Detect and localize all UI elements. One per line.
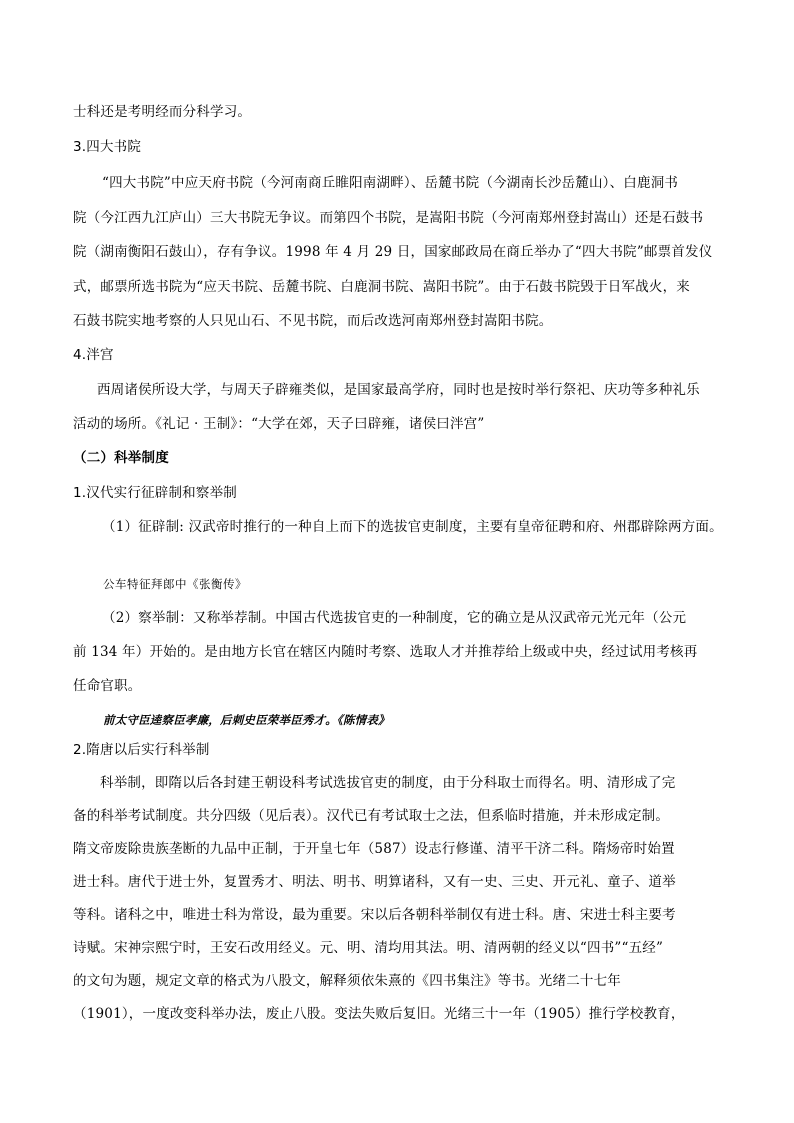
text-line: “四大书院”中应天府书院（今河南商丘睢阳南湖畔）、岳麓书院（今湖南长沙岳麓山）、白鹿洞书 xyxy=(102,175,679,191)
section-heading: 2.隋唐以后实行科举制 xyxy=(73,742,210,758)
quote-line: 公车特征拜郎中《张衡传》 xyxy=(103,577,247,591)
text-line: 院（今江西九江庐山）三大书院无争议。而第四个书院，是嵩阳书院（今河南郑州登封嵩山）还是石鼓书 xyxy=(73,210,704,226)
text-line: （2）察举制：又称举荐制。中国古代选拔官吏的一种制度，它的确立是从汉武帝元光元年（公元 xyxy=(102,610,687,626)
text-line: 活动的场所。《礼记 · 王制》：“大学在郊，天子曰辟雍，诸侯曰泮宫” xyxy=(73,416,485,432)
quote-line: 前太守臣逵察臣孝廉，后刺史臣荣举臣秀才。《陈情表》 xyxy=(103,713,390,727)
text-line: 式，邮票所选书院为“应天书院、岳麓书院、白鹿洞书院、嵩阳书院”。由于石鼓书院毁于日军战火，来 xyxy=(73,279,691,295)
text-line: 等科。诸科之中，唯进士科为常设，最为重要。宋以后各朝科举制仅有进士科。唐、宋进士科主要考 xyxy=(73,907,676,923)
text-line: 士科还是考明经而分科学习。 xyxy=(73,104,252,120)
section-heading: 4.泮宫 xyxy=(73,347,114,363)
text-line: 科举制，即隋以后各封建王朝设科考试选拔官吏的制度，由于分科取士而得名。明、清形成了完 xyxy=(100,775,676,791)
section-heading: 1.汉代实行征辟制和察举制 xyxy=(73,485,237,501)
text-line: 备的科举考试制度。共分四级（见后表）。汉代已有考试取士之法，但系临时措施，并未形成定制。 xyxy=(73,808,670,824)
text-line: 西周诸侯所设大学，与周天子辟雍类似，是国家最高学府，同时也是按时举行祭祀、庆功等多种礼乐 xyxy=(97,382,700,398)
chapter-heading: （二）科举制度 xyxy=(73,450,169,466)
section-heading: 3.四大书院 xyxy=(73,139,142,155)
text-line: （1）征辟制: 汉武帝时推行的一种自上而下的选拔官吏制度，主要有皇帝征聘和府、州郡辟除两方面。 xyxy=(102,519,723,535)
text-line: 石鼓书院实地考察的人只见山石、不见书院，而后改选河南郑州登封嵩阳书院。 xyxy=(73,313,553,329)
text-line: 隋文帝废除贵族垄断的九品中正制，于开皇七年（587）设志行修谨、清平干济二科。隋炀帝时始置 xyxy=(73,841,675,857)
text-line: 院（湖南衡阳石鼓山），存有争议。1998 年 4 月 29 日，国家邮政局在商丘举办了“四大书院”邮票首发仪 xyxy=(73,244,713,260)
text-line: 任命官职。 xyxy=(73,678,142,694)
text-line: （1901），一度改变科举办法，废止八股。变法失败后复旧。光绪三十一年（1905）推行学校教育， xyxy=(73,1006,685,1022)
text-line: 的文句为题，规定文章的格式为八股文，解释须依朱熹的《四书集注》等书。光绪二十七年 xyxy=(73,973,621,989)
text-line: 诗赋。宋神宗熙宁时，王安石改用经义。元、明、清均用其法。明、清两朝的经义以“四书”“五经” xyxy=(73,940,664,956)
text-line: 前 134 年）开始的。是由地方长官在辖区内随时考察、选取人才并推荐给上级或中央，经过试用考核再 xyxy=(73,644,698,660)
text-line: 进士科。唐代于进士外，复置秀才、明法、明书、明算诸科，又有一史、三史、开元礼、童子、道举 xyxy=(73,874,676,890)
